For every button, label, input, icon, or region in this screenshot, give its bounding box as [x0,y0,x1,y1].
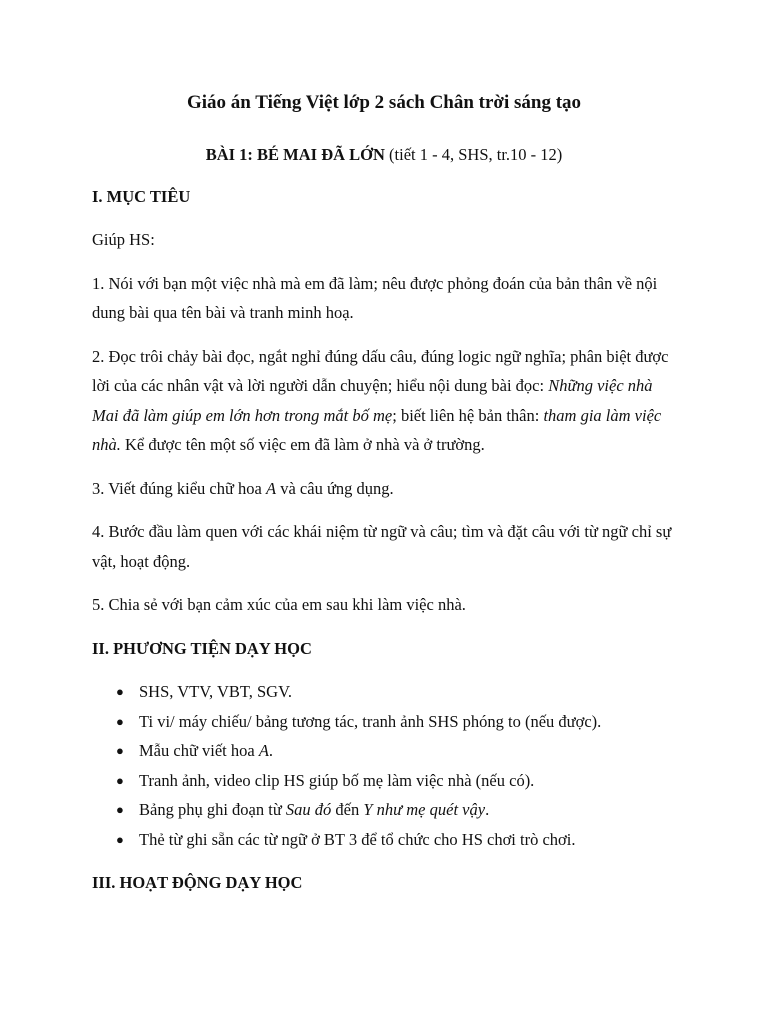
objective-2-text-e: Kể được tên một số việc em đã làm ở nhà và ở trường. [120,435,485,454]
bullet-icon: ● [116,713,124,729]
bullet-icon: ● [116,743,124,758]
list-item [92,736,676,766]
document-page [92,88,676,912]
section-heading-objectives: I. MỤC TIÊU [92,186,191,206]
document-title: Giáo án Tiếng Việt lớp 2 sách Chân trời sáng tạo [186,92,582,113]
objective-item-4: 4. Bước đầu làm quen với các khái niệm từ ngữ và câu; tìm và đặt câu với từ ngữ chỉ sự vật, hoạt động. [92,522,672,571]
bullet-icon: ● [116,684,124,699]
list-item [92,677,676,707]
objective-3-text-c: và câu ứng dụng. [276,478,394,498]
objective-item-2 [92,342,676,460]
bullet-icon: ● [116,772,124,788]
list-item [92,825,676,855]
list-item-text-a: Mẫu chữ viết hoa [139,741,259,760]
objective-3-italic-b: A [266,478,277,498]
list-item-italic-b: A [258,741,269,760]
section-heading-materials: II. PHƯƠNG TIỆN DẠY HỌC [92,638,312,658]
objectives-intro: Giúp HS: [92,230,155,249]
objective-item-3 [92,474,676,504]
list-item-text: Thẻ từ ghi sẵn các từ ngữ ở BT 3 để tổ chức cho HS chơi trò chơi. [139,829,576,849]
objective-2-text-c: ; biết liên hệ bản thân: [392,405,544,425]
objective-2-italic-d: tham gia làm việc nhà. [92,405,662,454]
list-item-text: Tranh ảnh, video clip HS giúp bố mẹ làm việc nhà (nếu có). [139,770,535,790]
objective-2-italic-b: Những việc nhà Mai đã làm giúp em lớn hơn trong mắt bố mẹ [92,376,653,425]
lesson-title: BÀI 1: BÉ MAI ĐÃ LỚN [205,145,385,164]
objective-item-1: 1. Nói với bạn một việc nhà mà em đã làm; nêu được phỏng đoán của bản thân về nội dung bài qua tên bài và tranh minh hoạ. [92,273,658,322]
bullet-icon: ● [116,831,124,847]
list-item-italic-d: Y như mẹ quét vậy [363,800,486,819]
list-item [92,766,676,796]
objective-item-5: 5. Chia sẻ với bạn cảm xúc của em sau khi làm việc nhà. [92,595,466,614]
list-item-italic-b: Sau đó [285,800,332,819]
list-item-text: Ti vi/ máy chiếu/ bảng tương tác, tranh ảnh SHS phóng to (nếu được). [139,711,602,731]
objective-2-text-a: 2. Đọc trôi chảy bài đọc, ngắt nghỉ đúng dấu câu, đúng logic ngữ nghĩa; phân biệt được lời của các nhân vật và lời người dẫn chuyện; hiểu nội dung bài đọc: [92,346,669,395]
lesson-heading [92,140,676,170]
list-item-text-c: đến [331,800,364,819]
list-item-text: SHS, VTV, VBT, SGV. [139,682,292,701]
objective-3-text-a: 3. Viết đúng kiểu chữ hoa [92,478,266,498]
lesson-details: (tiết 1 - 4, SHS, tr.10 - 12) [384,145,563,164]
section-heading-activities: III. HOẠT ĐỘNG DẠY HỌC [92,873,303,892]
list-item-text-e: . [485,800,490,819]
bullet-icon: ● [116,802,124,817]
list-item-text-c: . [268,741,274,760]
materials-list [92,677,676,854]
list-item [92,795,676,825]
list-item-text-a: Bảng phụ ghi đoạn từ [139,800,286,819]
list-item [92,707,676,737]
